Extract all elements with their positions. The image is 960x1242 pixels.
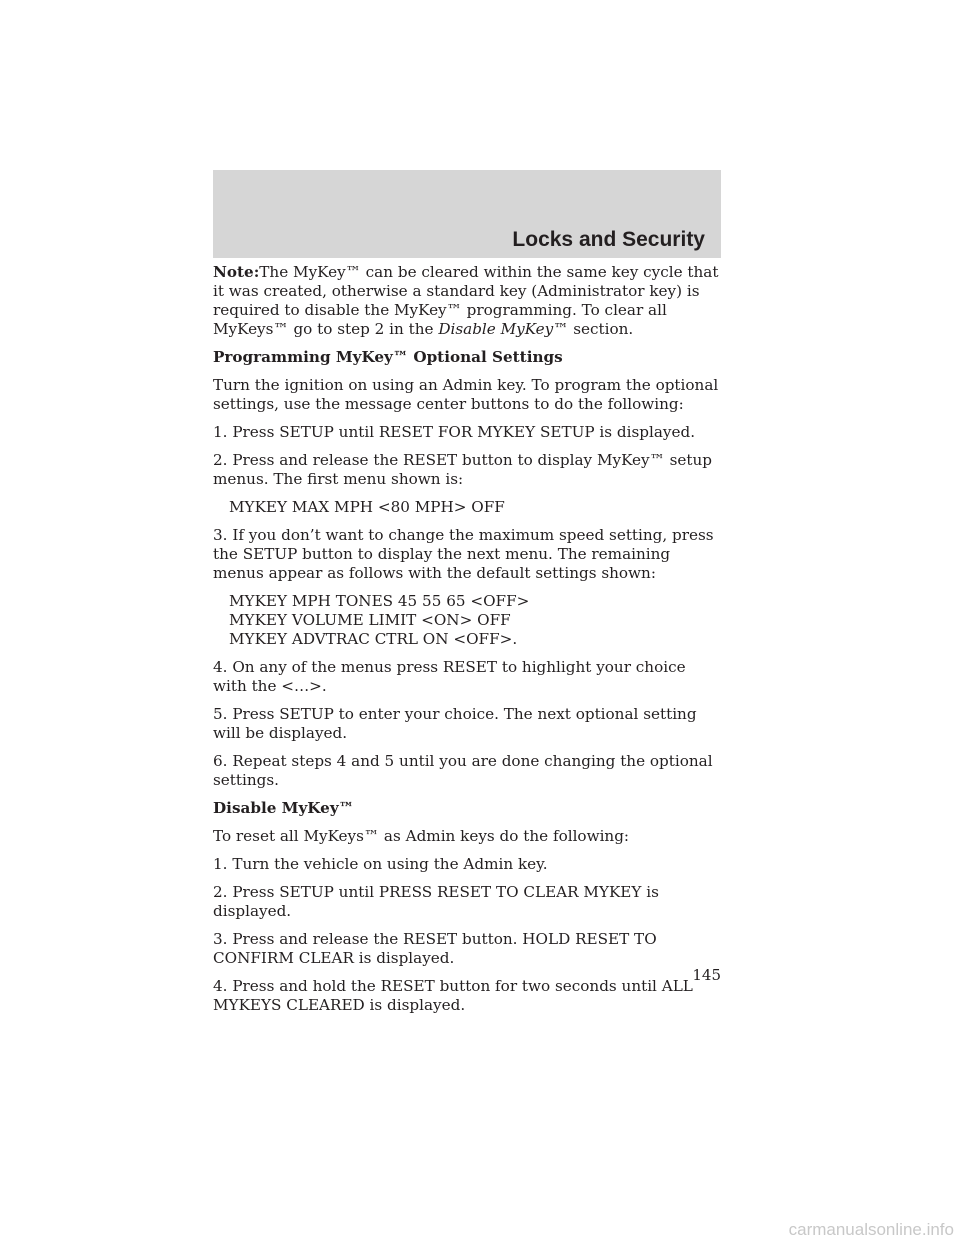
note-text-1: The MyKey™ can be cleared within the same key cycle that it was created, otherwise a standard key (Administrator key) is required to disable the MyKey™ programming. To clear all MyKeys™ go to step 2 in the: [213, 263, 719, 338]
disable-step-4: 4. Press and hold the RESET button for two seconds until ALL MYKEYS CLEARED is displayed.: [213, 977, 693, 1014]
optional-settings-heading: Programming MyKey™ Optional Settings: [213, 348, 563, 366]
first-menu-block: [229, 498, 723, 517]
page-number: 145: [692, 966, 721, 984]
optional-step-3: 3. If you don’t want to change the maximum speed setting, press the SETUP button to display the next menu. The remaining menus appear as follows with the default settings shown:: [213, 526, 714, 582]
menu-line: MYKEY ADVTRAC CTRL ON <OFF>.: [229, 630, 518, 648]
page-body: [213, 263, 723, 1024]
menu-line: MYKEY VOLUME LIMIT <ON> OFF: [229, 611, 511, 629]
section-header-band: [213, 170, 721, 258]
disable-step-3: 3. Press and release the RESET button. HOLD RESET TO CONFIRM CLEAR is displayed.: [213, 930, 657, 967]
first-menu-line: MYKEY MAX MPH <80 MPH> OFF: [229, 498, 505, 516]
disable-step-2: 2. Press SETUP until PRESS RESET TO CLEAR MYKEY is displayed.: [213, 883, 659, 920]
site-watermark: carmanualsonline.info: [788, 1220, 954, 1239]
note-text-2: ™ section.: [553, 320, 634, 338]
optional-step-2: 2. Press and release the RESET button to display MyKey™ setup menus. The first menu shown is:: [213, 451, 713, 488]
disable-mykey-heading: Disable MyKey™: [213, 799, 354, 817]
note-paragraph: [213, 263, 723, 339]
disable-step-1: 1. Turn the vehicle on using the Admin key.: [213, 855, 548, 873]
optional-step-5: 5. Press SETUP to enter your choice. The next optional setting will be displayed.: [213, 705, 697, 742]
remaining-menus-block: [229, 592, 723, 649]
menu-line: MYKEY MPH TONES 45 55 65 <OFF>: [229, 592, 530, 610]
note-label: Note:: [213, 263, 260, 281]
note-italic-reference: Disable MyKey: [438, 320, 554, 338]
optional-step-1: 1. Press SETUP until RESET FOR MYKEY SETUP is displayed.: [213, 423, 696, 441]
section-title: Locks and Security: [512, 228, 705, 251]
optional-step-6: 6. Repeat steps 4 and 5 until you are done changing the optional settings.: [213, 752, 713, 789]
optional-step-4: 4. On any of the menus press RESET to highlight your choice with the <…>.: [213, 658, 686, 695]
optional-settings-intro: Turn the ignition on using an Admin key. To program the optional settings, use the message center buttons to do the following:: [213, 376, 719, 413]
disable-intro: To reset all MyKeys™ as Admin keys do the following:: [213, 827, 630, 845]
